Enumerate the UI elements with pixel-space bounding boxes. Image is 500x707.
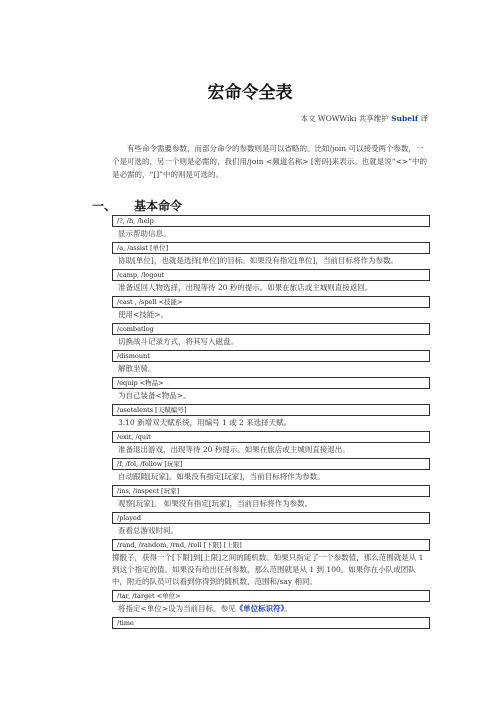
command-box: /a, /assist [单位] (112, 242, 430, 254)
command-description: 3.10 新增双天赋系统，用编号 1 或 2 来选择天赋。 (118, 418, 292, 427)
command-box: /cast , /spell <技能> (112, 296, 430, 308)
command-box: /dismount (112, 350, 430, 362)
section-title: 基本命令 (134, 199, 183, 213)
command-description: 掷骰子，获得一个[下限]到[上限]之间的随机数。如果只指定了一个参数值，那么范围就是从 1 到这个指定的值。如果没有给出任何参数，那么范围就是从 1 到 100。如果你在小队或团队中，附近的队员可以看到你得到的随机数，范围和/say 相同。 (112, 553, 424, 586)
section-heading (92, 197, 182, 214)
command-box: /usetalents [天赋编号] (112, 404, 430, 416)
command-description: 切换战斗记录方式，将其写入磁盘。 (118, 337, 238, 346)
command-box: /exit, /quit (112, 431, 430, 443)
command-description (112, 602, 430, 617)
command-box: /combatlog (112, 323, 430, 335)
command-description: 观察[玩家]。 如果没有指定[玩家]，当前目标将作为参数。 (118, 499, 313, 508)
credit-line (300, 113, 428, 124)
command-box: /time (112, 617, 430, 629)
command-description: 使用<技能>。 (118, 310, 169, 319)
description-text: 。 (284, 604, 292, 613)
command-box: /ins, /inspect [玩家] (112, 485, 430, 497)
section-number: 一、 (92, 199, 117, 213)
command-box: /tar, /target <单位> (112, 590, 430, 602)
credit-suffix: 译 (420, 114, 428, 123)
command-description: 查看总游戏时间。 (118, 526, 178, 535)
unit-identifier-link[interactable]: 《单位标识符》 (235, 604, 285, 613)
command-description: 协助[单位]，也就是选择[单位]的目标。如果没有指定[单位]，当前目标将作为参数。 (118, 256, 399, 265)
command-description: 显示帮助信息。 (118, 229, 171, 238)
command-box: /f, /fol, /follow [玩家] (112, 458, 430, 470)
intro-paragraph: 有些命令需要参数，而部分命令的参数则是可以省略的。比如/join 可以接受两个参数，一个是可选的，另一个则是必需的，我们用/join <频道名称> [密码]来表示。也就是说“<>”中的是必需的，“[]”中的则是可选的。 (112, 144, 428, 179)
description-text: 将指定<单位>设为当前目标。参见 (118, 604, 236, 613)
command-box: /camp, /logout (112, 269, 430, 281)
command-box: /?, /h, /help (112, 215, 430, 227)
command-description: 自动跟随[玩家]。如果没有指定[玩家]，当前目标将作为参数。 (118, 472, 325, 481)
command-description: 准备退出游戏，出现等待 20 秒提示。如果在旅店或主城则直接退出。 (118, 445, 350, 454)
credit-prefix: 本文 WOWWiki 共享维护 (300, 114, 389, 123)
command-box: /rand, /random, /rnd, /roll [下限] [上限] (112, 539, 430, 551)
command-list (112, 215, 430, 629)
credit-author: Subelf (391, 114, 419, 123)
command-description: 解散坐骑。 (118, 364, 156, 373)
command-description: 准备返回人物选择，出现等待 20 秒的提示。如果在旅店或主城则直接返回。 (118, 283, 373, 292)
command-box: /equip <物品> (112, 377, 430, 389)
page-title: 宏命令全表 (207, 83, 293, 103)
command-box: /played (112, 512, 430, 524)
command-description: 为自己装备<物品>。 (118, 391, 191, 400)
